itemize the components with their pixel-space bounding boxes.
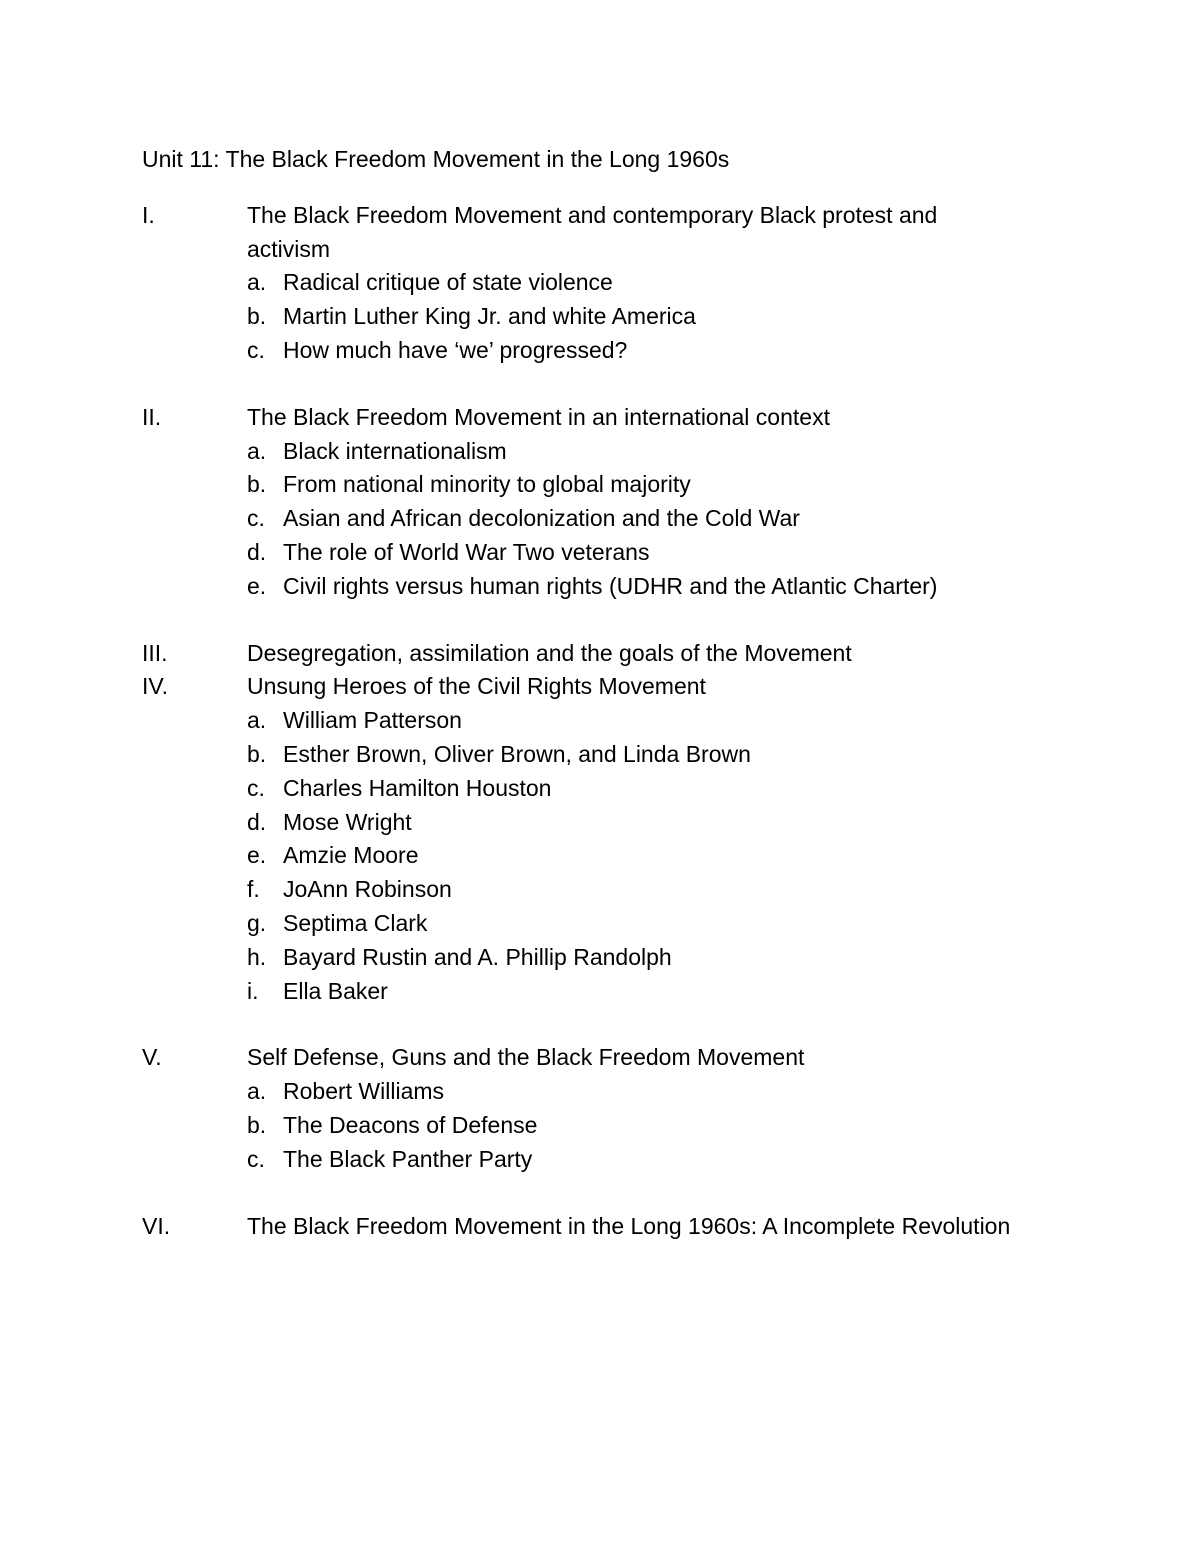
section-title: The Black Freedom Movement and contemporary Black protest and activism <box>247 201 938 262</box>
item-text: Charles Hamilton Houston <box>283 774 552 801</box>
item-letter: g. <box>247 909 267 936</box>
list-item <box>142 536 1042 570</box>
section-numeral: IV. <box>142 673 169 700</box>
section-numeral: VI. <box>142 1212 171 1239</box>
item-text: Bayard Rustin and A. Phillip Randolph <box>283 943 672 970</box>
item-text: Mose Wright <box>283 808 412 835</box>
list-item <box>142 334 1042 368</box>
item-letter: b. <box>247 740 267 767</box>
item-text: The Black Panther Party <box>283 1145 533 1172</box>
item-letter: e. <box>247 572 267 599</box>
item-letter: b. <box>247 1111 267 1138</box>
list-item <box>142 1075 1042 1109</box>
section-heading <box>142 670 1042 704</box>
item-text: Civil rights versus human rights (UDHR and the Atlantic Charter) <box>283 572 938 599</box>
list-item <box>142 266 1042 300</box>
list-item <box>142 300 1042 334</box>
item-letter: c. <box>247 336 265 363</box>
item-text: Black internationalism <box>283 437 507 464</box>
list-item <box>142 806 1042 840</box>
list-item <box>142 839 1042 873</box>
item-text: How much have ‘we’ progressed? <box>283 336 628 363</box>
section-heading <box>142 1041 1042 1075</box>
section-title: The Black Freedom Movement in the Long 1960s: A Incomplete Revolution <box>247 1212 1011 1239</box>
document-title: Unit 11: The Black Freedom Movement in the Long 1960s <box>142 146 730 172</box>
outline-list <box>142 199 1042 1244</box>
outline-section <box>142 199 1042 368</box>
section-heading <box>142 401 1042 435</box>
item-text: William Patterson <box>283 707 462 734</box>
section-numeral: V. <box>142 1044 162 1071</box>
item-letter: e. <box>247 842 267 869</box>
item-text: Esther Brown, Oliver Brown, and Linda Brown <box>283 740 751 767</box>
list-item <box>142 435 1042 469</box>
section-numeral: III. <box>142 639 168 666</box>
item-letter: b. <box>247 303 267 330</box>
item-letter: a. <box>247 437 267 464</box>
item-text: Martin Luther King Jr. and white America <box>283 303 696 330</box>
outline-section <box>142 1210 1042 1244</box>
section-heading <box>142 637 1042 671</box>
item-text: Amzie Moore <box>283 842 419 869</box>
section-numeral: II. <box>142 403 162 430</box>
item-letter: a. <box>247 269 267 296</box>
item-letter: c. <box>247 1145 265 1172</box>
list-item <box>142 1109 1042 1143</box>
item-letter: f. <box>247 876 260 903</box>
section-title: Desegregation, assimilation and the goals of the Movement <box>247 639 852 666</box>
list-item <box>142 704 1042 738</box>
item-letter: h. <box>247 943 267 970</box>
list-item <box>142 873 1042 907</box>
outline-section <box>142 670 1042 1008</box>
outline-section <box>142 401 1042 604</box>
outline-section <box>142 1041 1042 1176</box>
list-item <box>142 570 1042 604</box>
item-letter: a. <box>247 707 267 734</box>
list-item <box>142 468 1042 502</box>
item-letter: c. <box>247 505 265 532</box>
section-heading <box>142 1210 1042 1244</box>
item-text: JoAnn Robinson <box>283 876 452 903</box>
list-item <box>142 738 1042 772</box>
item-letter: d. <box>247 538 267 565</box>
item-text: Asian and African decolonization and the Cold War <box>283 505 800 532</box>
section-heading <box>142 199 1042 267</box>
list-item <box>142 772 1042 806</box>
item-text: Radical critique of state violence <box>283 269 613 296</box>
list-item <box>142 975 1042 1009</box>
section-title: Self Defense, Guns and the Black Freedom Movement <box>247 1044 805 1071</box>
item-text: The role of World War Two veterans <box>283 538 650 565</box>
list-item <box>142 1143 1042 1177</box>
item-text: Ella Baker <box>283 977 388 1004</box>
item-letter: d. <box>247 808 267 835</box>
outline-section <box>142 637 1042 671</box>
list-item <box>142 941 1042 975</box>
list-item <box>142 907 1042 941</box>
section-title: The Black Freedom Movement in an international context <box>247 403 830 430</box>
item-letter: a. <box>247 1078 267 1105</box>
section-numeral: I. <box>142 201 155 228</box>
item-text: The Deacons of Defense <box>283 1111 538 1138</box>
item-text: Robert Williams <box>283 1078 445 1105</box>
item-text: From national minority to global majority <box>283 471 691 498</box>
section-title: Unsung Heroes of the Civil Rights Movement <box>247 673 706 700</box>
item-letter: i. <box>247 977 259 1004</box>
item-text: Septima Clark <box>283 909 428 936</box>
list-item <box>142 502 1042 536</box>
item-letter: c. <box>247 774 265 801</box>
item-letter: b. <box>247 471 267 498</box>
outline-document <box>142 143 1042 1276</box>
